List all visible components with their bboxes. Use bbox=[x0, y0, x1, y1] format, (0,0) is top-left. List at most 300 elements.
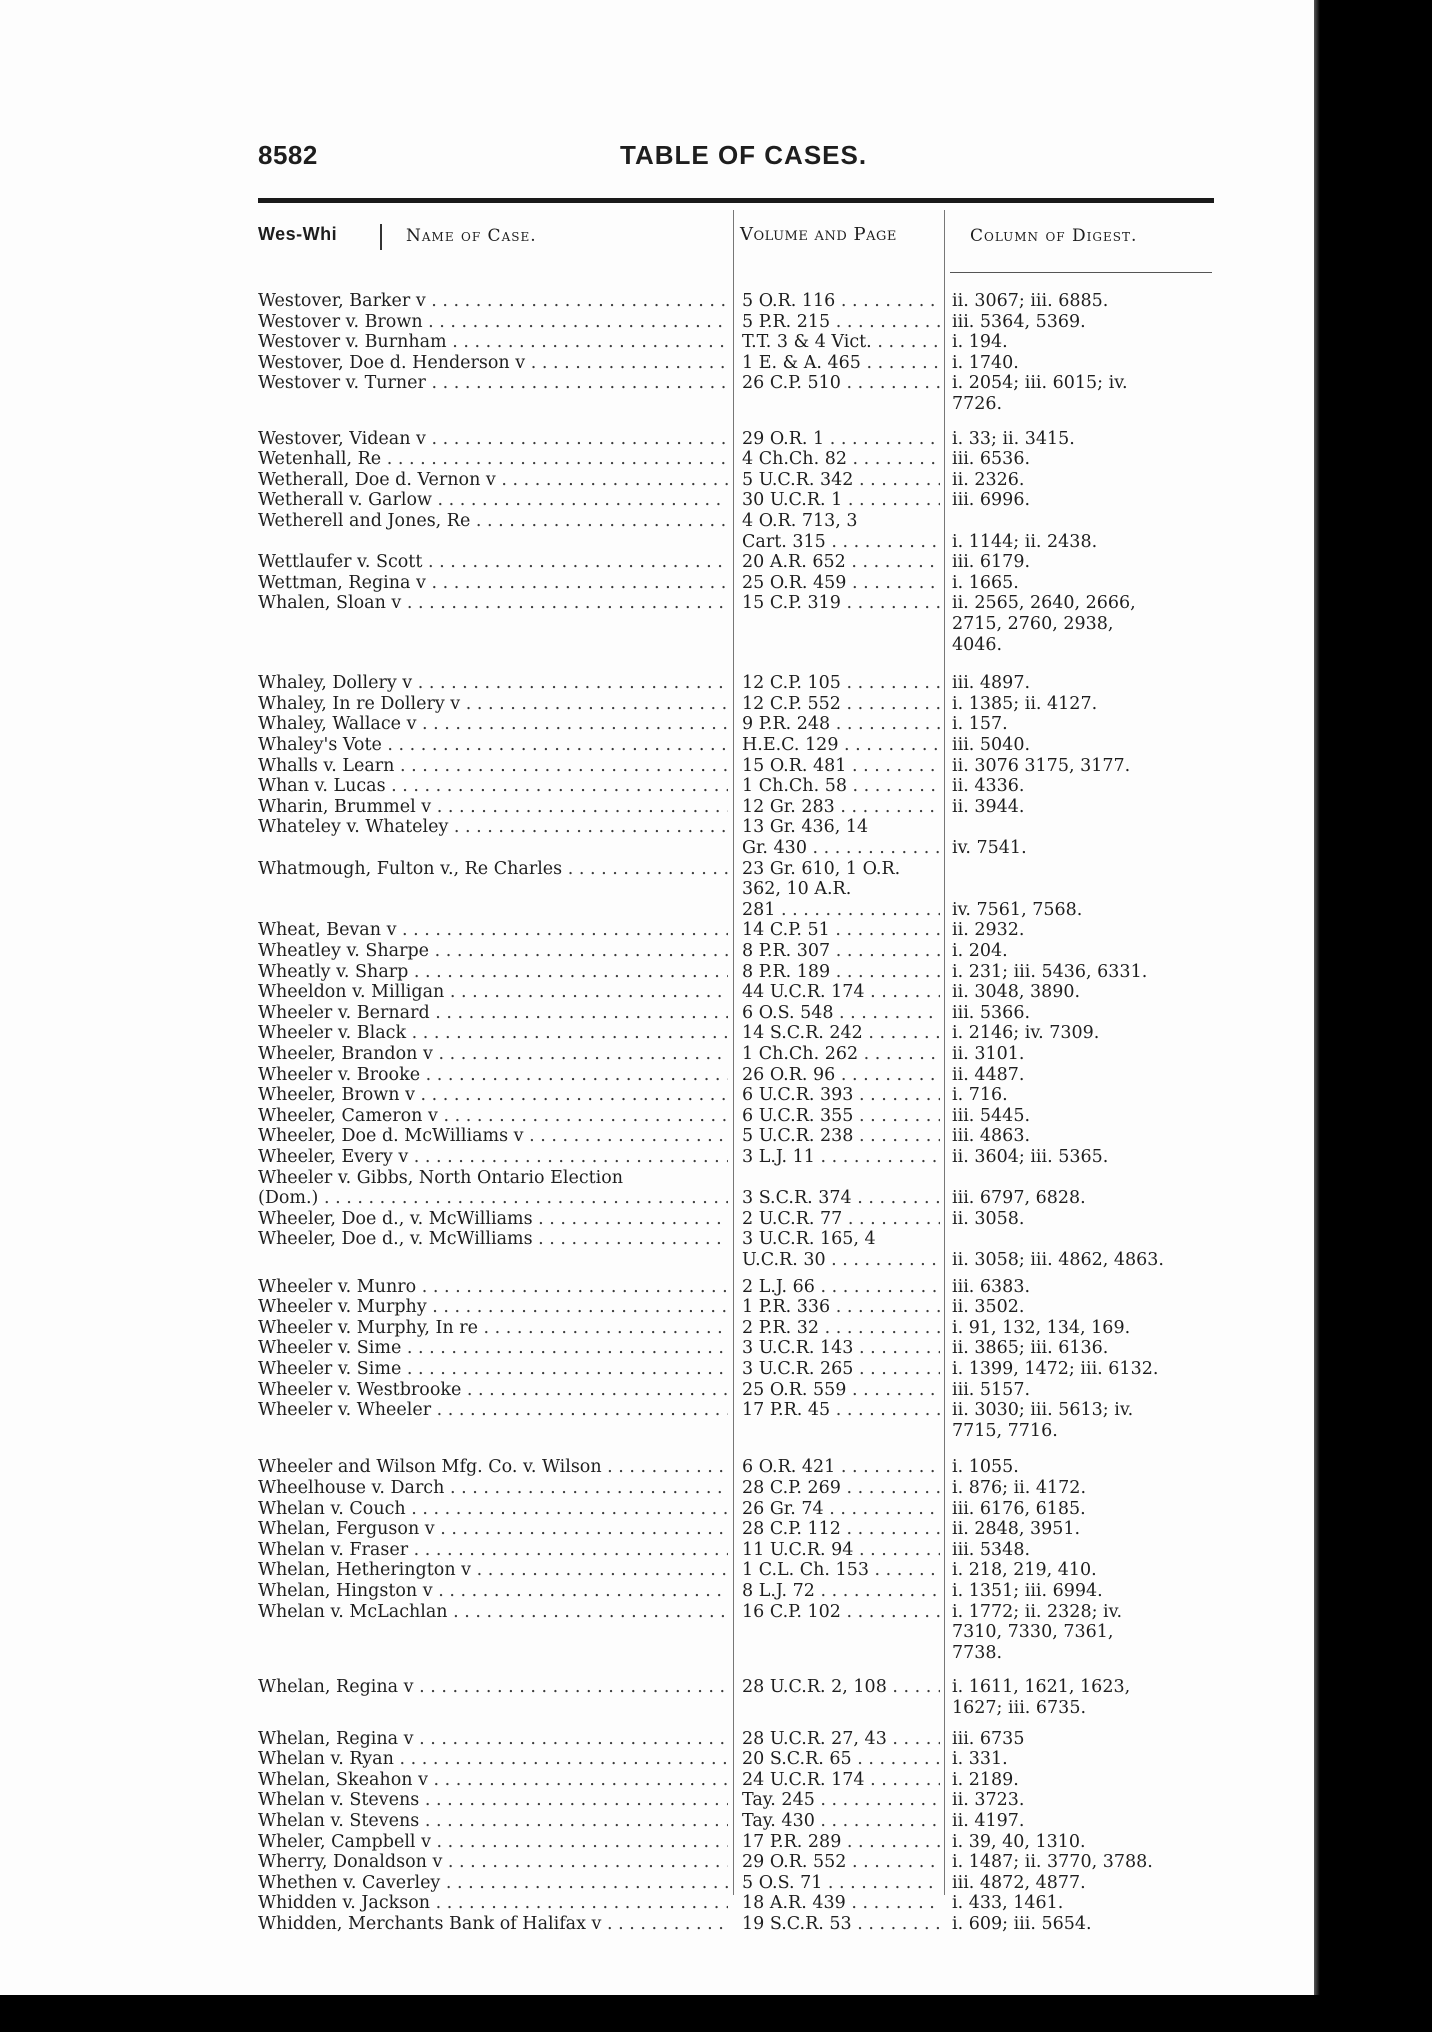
case-name bbox=[258, 1339, 728, 1358]
volume-page-text: 2 U.C.R. 77 bbox=[742, 1209, 843, 1229]
digest-columns-text: i. 1740. bbox=[952, 352, 1019, 373]
dot-leader bbox=[852, 1915, 940, 1934]
dot-leader bbox=[525, 354, 728, 373]
table-row bbox=[0, 1004, 1314, 1025]
volume-page bbox=[742, 1771, 940, 1790]
dot-leader bbox=[841, 1603, 940, 1622]
digest-columns bbox=[952, 1541, 1214, 1560]
case-name-text: Wheler, Campbell v bbox=[258, 1832, 431, 1852]
table-row bbox=[0, 1771, 1314, 1792]
case-name-text: Whelan v. Couch bbox=[258, 1499, 406, 1519]
scan-border-right bbox=[1314, 0, 1432, 2032]
digest-columns-text: i. 331. bbox=[952, 1749, 1008, 1770]
case-name bbox=[258, 1210, 728, 1229]
case-name bbox=[258, 674, 728, 693]
volume-page bbox=[742, 512, 940, 531]
volume-page-text: 15 C.P. 319 bbox=[742, 594, 841, 614]
volume-page bbox=[742, 430, 940, 449]
volume-page-text: 8 P.R. 307 bbox=[742, 942, 831, 961]
table-row bbox=[0, 1298, 1314, 1319]
case-name bbox=[258, 1833, 728, 1852]
table-row bbox=[0, 1086, 1314, 1107]
table-row bbox=[0, 1894, 1314, 1915]
column-header-name: Name of Case. bbox=[406, 226, 537, 246]
case-name bbox=[258, 1458, 728, 1477]
case-name-text: Westover, Barker v bbox=[258, 292, 426, 311]
volume-page-text: 4 O.R. 713, 3 bbox=[742, 512, 858, 531]
volume-page-text: 14 S.C.R. 242 bbox=[742, 1024, 863, 1044]
case-name bbox=[258, 757, 728, 776]
case-name bbox=[258, 1298, 728, 1317]
digest-columns bbox=[952, 574, 1214, 593]
digest-columns-text: iii. 4863. bbox=[952, 1126, 1031, 1147]
digest-columns-text: i. 1351; iii. 6994. bbox=[952, 1581, 1103, 1601]
volume-page bbox=[742, 1278, 940, 1297]
digest-columns-text: ii. 3058. bbox=[952, 1208, 1025, 1229]
volume-page bbox=[742, 1479, 940, 1498]
digest-columns-text: iii. 6735 bbox=[952, 1728, 1025, 1749]
digest-columns bbox=[952, 636, 1214, 655]
digest-columns-text: ii. 3944. bbox=[952, 796, 1025, 817]
digest-columns-text: ii. 3865; iii. 6136. bbox=[952, 1338, 1109, 1359]
volume-page bbox=[742, 354, 940, 373]
table-row bbox=[0, 818, 1314, 859]
dot-leader bbox=[830, 715, 940, 734]
case-name bbox=[258, 1520, 728, 1539]
table-row bbox=[0, 1360, 1314, 1381]
volume-page bbox=[742, 860, 940, 879]
dot-leader bbox=[830, 921, 940, 940]
case-name-text: Wettman, Regina v bbox=[258, 573, 426, 593]
volume-page-text: 4 Ch.Ch. 82 bbox=[742, 450, 847, 470]
table-row bbox=[0, 491, 1314, 512]
dot-leader bbox=[838, 736, 940, 755]
case-name bbox=[258, 1360, 728, 1379]
table-row bbox=[0, 1678, 1314, 1719]
volume-page bbox=[742, 1833, 940, 1852]
dot-leader bbox=[846, 1894, 940, 1913]
digest-columns-text: i. 433, 1461. bbox=[952, 1893, 1064, 1914]
volume-page-text: 3 U.C.R. 165, 4 bbox=[742, 1230, 876, 1250]
table-row bbox=[0, 1603, 1314, 1665]
volume-page-text: 28 C.P. 269 bbox=[742, 1479, 841, 1498]
digest-columns bbox=[952, 798, 1214, 817]
digest-columns bbox=[952, 1210, 1214, 1229]
case-name bbox=[258, 1541, 728, 1560]
volume-page bbox=[742, 574, 940, 593]
dot-leader bbox=[414, 1678, 728, 1697]
digest-columns bbox=[952, 1107, 1214, 1126]
case-name bbox=[258, 512, 728, 531]
volume-page bbox=[742, 292, 940, 311]
case-name-text: Whelan, Hingston v bbox=[258, 1582, 433, 1601]
volume-page-text: 29 O.R. 1 bbox=[742, 429, 825, 449]
digest-columns-text: iii. 5445. bbox=[952, 1105, 1031, 1126]
volume-page-text: 12 C.P. 552 bbox=[742, 694, 841, 714]
volume-page bbox=[742, 736, 940, 755]
case-name bbox=[258, 1582, 728, 1601]
dot-leader bbox=[419, 1791, 728, 1810]
digest-columns bbox=[952, 1360, 1214, 1379]
case-name-text: Whan v. Lucas bbox=[258, 777, 386, 797]
dot-leader bbox=[865, 1771, 940, 1790]
dot-leader bbox=[408, 1541, 728, 1560]
table-row bbox=[0, 1791, 1314, 1812]
digest-columns bbox=[952, 1730, 1214, 1749]
table-row bbox=[0, 1541, 1314, 1562]
volume-page-text: 20 S.C.R. 65 bbox=[742, 1750, 852, 1770]
case-name bbox=[258, 1169, 728, 1188]
table-row bbox=[0, 1381, 1314, 1402]
digest-columns bbox=[952, 1520, 1214, 1539]
dot-leader bbox=[562, 860, 728, 879]
digest-columns-text: iii. 6797, 6828. bbox=[952, 1188, 1086, 1209]
case-name-text: Whelan, Skeahon v bbox=[258, 1770, 428, 1790]
digest-columns bbox=[952, 430, 1214, 449]
table-row bbox=[0, 374, 1314, 415]
digest-columns bbox=[952, 1339, 1214, 1358]
digest-columns bbox=[952, 1561, 1214, 1580]
case-name-text: Whaley, Dollery v bbox=[258, 674, 413, 694]
dot-leader bbox=[416, 715, 728, 734]
digest-columns bbox=[952, 292, 1214, 311]
table-row bbox=[0, 983, 1314, 1004]
dot-leader bbox=[887, 1678, 940, 1697]
volume-page bbox=[742, 983, 940, 1002]
digest-columns-text: ii. 3502. bbox=[952, 1297, 1025, 1318]
table-row bbox=[0, 430, 1314, 451]
volume-page bbox=[742, 491, 940, 510]
dot-leader bbox=[524, 1127, 728, 1146]
dot-leader bbox=[396, 921, 728, 940]
case-name-text: Whalls v. Learn bbox=[258, 756, 395, 776]
case-name-text: Whidden v. Jackson bbox=[258, 1894, 431, 1914]
dot-leader bbox=[841, 374, 940, 393]
volume-page-text: 20 A.R. 652 bbox=[742, 553, 846, 573]
volume-page-text: 281 bbox=[742, 900, 776, 920]
dot-leader bbox=[422, 553, 728, 572]
case-name-text: Wheeler v. Brooke bbox=[258, 1065, 421, 1085]
dot-leader bbox=[430, 1004, 728, 1023]
case-name bbox=[258, 1189, 728, 1208]
scan-border-bottom bbox=[0, 1995, 1432, 2032]
volume-page-text: 30 U.C.R. 1 bbox=[742, 491, 843, 511]
digest-columns bbox=[952, 374, 1214, 393]
case-name-text: Wheeler, Doe d., v. McWilliams bbox=[258, 1230, 533, 1250]
volume-page-text: 8 L.J. 72 bbox=[742, 1582, 815, 1601]
volume-page bbox=[742, 1319, 940, 1338]
dot-leader bbox=[835, 1458, 940, 1477]
dot-leader bbox=[408, 1148, 728, 1167]
volume-page bbox=[742, 1251, 940, 1270]
volume-page-text: 28 U.C.R. 27, 43 bbox=[742, 1729, 887, 1749]
digest-columns bbox=[952, 471, 1214, 490]
digest-columns-text: 4046. bbox=[952, 634, 1003, 655]
table-row bbox=[0, 471, 1314, 492]
volume-page-text: 3 L.J. 11 bbox=[742, 1148, 815, 1167]
table-row bbox=[0, 1750, 1314, 1771]
case-name bbox=[258, 1603, 728, 1622]
digest-columns bbox=[952, 942, 1214, 961]
case-name-text: Westover v. Burnham bbox=[258, 333, 447, 353]
dot-leader bbox=[815, 1278, 940, 1297]
case-name bbox=[258, 715, 728, 734]
volume-page bbox=[742, 1381, 940, 1400]
dot-leader bbox=[830, 963, 940, 982]
case-name bbox=[258, 983, 728, 1002]
case-name bbox=[258, 1561, 728, 1580]
digest-columns bbox=[952, 1086, 1214, 1105]
volume-page-text: T.T. 3 & 4 Vict. bbox=[742, 333, 872, 353]
table-row bbox=[0, 1107, 1314, 1128]
volume-page-text: 1 P.R. 336 bbox=[742, 1298, 831, 1318]
case-name bbox=[258, 313, 728, 332]
case-name bbox=[258, 1500, 728, 1519]
volume-page-text: 18 A.R. 439 bbox=[742, 1894, 846, 1914]
table-row bbox=[0, 860, 1314, 922]
volume-page bbox=[742, 1791, 940, 1810]
digest-columns bbox=[952, 491, 1214, 510]
volume-page-text: Tay. 245 bbox=[742, 1791, 815, 1811]
dot-leader bbox=[807, 839, 940, 858]
volume-page-text: 2 P.R. 32 bbox=[742, 1318, 820, 1338]
case-name-text: Wheelhouse v. Darch bbox=[258, 1479, 445, 1498]
digest-columns-text: i. 1144; ii. 2438. bbox=[952, 531, 1098, 552]
digest-columns bbox=[952, 450, 1214, 469]
dot-leader bbox=[869, 1561, 940, 1580]
entry-range-label: Wes-Whi bbox=[258, 224, 338, 244]
case-name bbox=[258, 374, 728, 393]
dot-leader bbox=[852, 1189, 940, 1208]
dot-leader bbox=[419, 1812, 728, 1831]
case-name bbox=[258, 921, 728, 940]
case-name-text: Wheeler, Brown v bbox=[258, 1086, 415, 1106]
volume-page-text: 6 U.C.R. 393 bbox=[742, 1086, 854, 1106]
table-row bbox=[0, 715, 1314, 736]
volume-page bbox=[742, 1853, 940, 1872]
case-name bbox=[258, 1230, 728, 1249]
digest-columns-text: i. 231; iii. 5436, 6331. bbox=[952, 961, 1148, 982]
case-name-text: Wheeler and Wilson Mfg. Co. v. Wilson bbox=[258, 1458, 602, 1478]
volume-page-text: 8 P.R. 189 bbox=[742, 962, 831, 982]
volume-page-text: 362, 10 A.R. bbox=[742, 880, 852, 900]
dot-leader bbox=[394, 757, 728, 776]
dot-leader bbox=[815, 1582, 940, 1601]
dot-leader bbox=[858, 1045, 940, 1064]
dot-leader bbox=[461, 1381, 728, 1400]
volume-page bbox=[742, 839, 940, 858]
volume-page bbox=[742, 1500, 940, 1519]
dot-leader bbox=[846, 1381, 940, 1400]
dot-leader bbox=[412, 674, 728, 693]
digest-columns-text: ii. 3723. bbox=[952, 1790, 1025, 1811]
volume-page-text: Cart. 315 bbox=[742, 532, 826, 552]
case-name bbox=[258, 1771, 728, 1790]
digest-columns bbox=[952, 1066, 1214, 1085]
table-row bbox=[0, 1561, 1314, 1582]
dot-leader bbox=[432, 491, 728, 510]
case-name-text: Wherry, Donaldson v bbox=[258, 1853, 443, 1873]
dot-leader bbox=[853, 1086, 940, 1105]
table-row bbox=[0, 512, 1314, 553]
case-name-text: Whelan v. McLachlan bbox=[258, 1602, 448, 1622]
case-name bbox=[258, 1066, 728, 1085]
table-row bbox=[0, 1853, 1314, 1874]
volume-page-text: 13 Gr. 436, 14 bbox=[742, 818, 869, 838]
volume-page-text: 25 O.R. 459 bbox=[742, 573, 847, 593]
dot-leader bbox=[846, 553, 940, 572]
case-name-text: Wheeler v. Sime bbox=[258, 1339, 402, 1359]
volume-page bbox=[742, 1541, 940, 1560]
volume-page-text: 1 C.L. Ch. 153 bbox=[742, 1561, 869, 1581]
case-name-text: Wheeler v. Black bbox=[258, 1024, 407, 1044]
volume-page-text: 23 Gr. 610, 1 O.R. bbox=[742, 859, 901, 879]
digest-columns bbox=[952, 695, 1214, 714]
case-name bbox=[258, 1401, 728, 1420]
dot-leader bbox=[846, 1853, 940, 1872]
digest-columns-text: i. 1487; ii. 3770, 3788. bbox=[952, 1852, 1153, 1873]
volume-page bbox=[742, 533, 940, 552]
volume-page-text: 26 C.P. 510 bbox=[742, 374, 841, 394]
dot-leader bbox=[401, 1339, 728, 1358]
digest-columns bbox=[952, 313, 1214, 332]
dot-leader bbox=[841, 594, 940, 613]
case-name bbox=[258, 860, 728, 879]
digest-columns bbox=[952, 901, 1214, 920]
case-name-text: Wheat, Bevan v bbox=[258, 921, 397, 941]
case-name bbox=[258, 1750, 728, 1769]
case-name-text: Whelan, Ferguson v bbox=[258, 1520, 435, 1540]
volume-page bbox=[742, 921, 940, 940]
volume-page-text: 2 L.J. 66 bbox=[742, 1277, 815, 1297]
dot-leader bbox=[824, 430, 940, 449]
table-row bbox=[0, 333, 1314, 354]
volume-page bbox=[742, 1812, 940, 1831]
dot-leader bbox=[847, 777, 940, 796]
dot-leader bbox=[470, 512, 728, 531]
volume-page bbox=[742, 1360, 940, 1379]
dot-leader bbox=[426, 430, 728, 449]
table-row bbox=[0, 292, 1314, 313]
volume-page bbox=[742, 374, 940, 393]
dot-leader bbox=[444, 983, 728, 1002]
case-name-text: Wheeler v. Gibbs, North Ontario Election bbox=[258, 1168, 624, 1188]
case-name-text: Wetherall, Doe d. Vernon v bbox=[258, 470, 496, 490]
volume-page bbox=[742, 1894, 940, 1913]
digest-columns bbox=[952, 921, 1214, 940]
dot-leader bbox=[471, 1561, 728, 1580]
digest-columns bbox=[952, 736, 1214, 755]
dot-leader bbox=[835, 798, 940, 817]
dot-leader bbox=[842, 1210, 940, 1229]
digest-columns bbox=[952, 963, 1214, 982]
volume-page-text: 26 Gr. 74 bbox=[742, 1499, 824, 1519]
dot-leader bbox=[826, 1251, 940, 1270]
dot-leader bbox=[429, 942, 728, 961]
case-name-text: Wharin, Brummel v bbox=[258, 797, 432, 817]
digest-columns bbox=[952, 1479, 1214, 1498]
case-name-text: Whelan v. Ryan bbox=[258, 1750, 394, 1770]
volume-page-text: 29 O.R. 552 bbox=[742, 1853, 847, 1873]
table-row bbox=[0, 1278, 1314, 1299]
digest-columns-text: i. 716. bbox=[952, 1085, 1008, 1106]
column-header-digest: Column of Digest. bbox=[970, 226, 1138, 246]
case-name bbox=[258, 1853, 728, 1872]
digest-columns-text: ii. 2326. bbox=[952, 469, 1025, 490]
case-name-text: Wetenhall, Re bbox=[258, 450, 382, 470]
volume-page bbox=[742, 777, 940, 796]
dot-leader bbox=[824, 1500, 940, 1519]
dot-leader bbox=[863, 1024, 940, 1043]
case-name bbox=[258, 1678, 728, 1697]
volume-page-text: 16 C.P. 102 bbox=[742, 1602, 841, 1622]
volume-page bbox=[742, 1210, 940, 1229]
dot-leader bbox=[846, 574, 940, 593]
case-name bbox=[258, 1004, 728, 1023]
dot-leader bbox=[602, 1458, 728, 1477]
case-name bbox=[258, 553, 728, 572]
digest-columns-text: iii. 5040. bbox=[952, 735, 1031, 755]
digest-columns bbox=[952, 1623, 1214, 1642]
volume-page bbox=[742, 1230, 940, 1249]
volume-page bbox=[742, 1603, 940, 1622]
dot-leader bbox=[448, 1603, 728, 1622]
digest-columns bbox=[952, 1500, 1214, 1519]
volume-page-text: Tay. 430 bbox=[742, 1812, 815, 1831]
digest-columns bbox=[952, 354, 1214, 373]
digest-columns-text: ii. 2565, 2640, 2666, bbox=[952, 593, 1136, 614]
volume-page bbox=[742, 901, 940, 920]
table-row bbox=[0, 313, 1314, 334]
volume-page-text: U.C.R. 30 bbox=[742, 1250, 826, 1270]
page-number: 8582 bbox=[258, 140, 318, 170]
case-name-text: Whaley, In re Dollery v bbox=[258, 694, 461, 714]
case-name-text: Wheeler v. Bernard bbox=[258, 1003, 430, 1023]
dot-leader bbox=[841, 1833, 940, 1852]
case-name-text: Whelan v. Stevens bbox=[258, 1812, 420, 1831]
volume-page bbox=[742, 450, 940, 469]
dot-leader bbox=[830, 1401, 940, 1420]
dot-leader bbox=[406, 1024, 728, 1043]
table-row bbox=[0, 1148, 1314, 1169]
digest-columns-text: 7310, 7330, 7361, bbox=[952, 1622, 1114, 1643]
case-name bbox=[258, 777, 728, 796]
table-row bbox=[0, 1169, 1314, 1210]
volume-page bbox=[742, 963, 940, 982]
volume-page bbox=[742, 695, 940, 714]
dot-leader bbox=[853, 471, 940, 490]
table-row bbox=[0, 594, 1314, 656]
digest-columns bbox=[952, 1644, 1214, 1663]
dot-leader bbox=[431, 1833, 728, 1852]
digest-columns bbox=[952, 1381, 1214, 1400]
case-name bbox=[258, 1024, 728, 1043]
dot-leader bbox=[887, 1730, 940, 1749]
case-name-text: Wheeler v. Sime bbox=[258, 1360, 402, 1379]
dot-leader bbox=[423, 313, 728, 332]
volume-page-text: 1 Ch.Ch. 58 bbox=[742, 777, 847, 797]
digest-columns bbox=[952, 1148, 1214, 1167]
case-name bbox=[258, 1894, 728, 1913]
volume-page-text: Gr. 430 bbox=[742, 838, 807, 858]
dot-leader bbox=[433, 1582, 728, 1601]
table-row bbox=[0, 921, 1314, 942]
dot-leader bbox=[853, 1339, 940, 1358]
digest-columns-text: i. 33; ii. 3415. bbox=[952, 428, 1075, 449]
case-name-text: Wheeler, Doe d. McWilliams v bbox=[258, 1127, 524, 1147]
dot-leader bbox=[435, 1520, 728, 1539]
volume-page-text: 9 P.R. 248 bbox=[742, 715, 831, 735]
